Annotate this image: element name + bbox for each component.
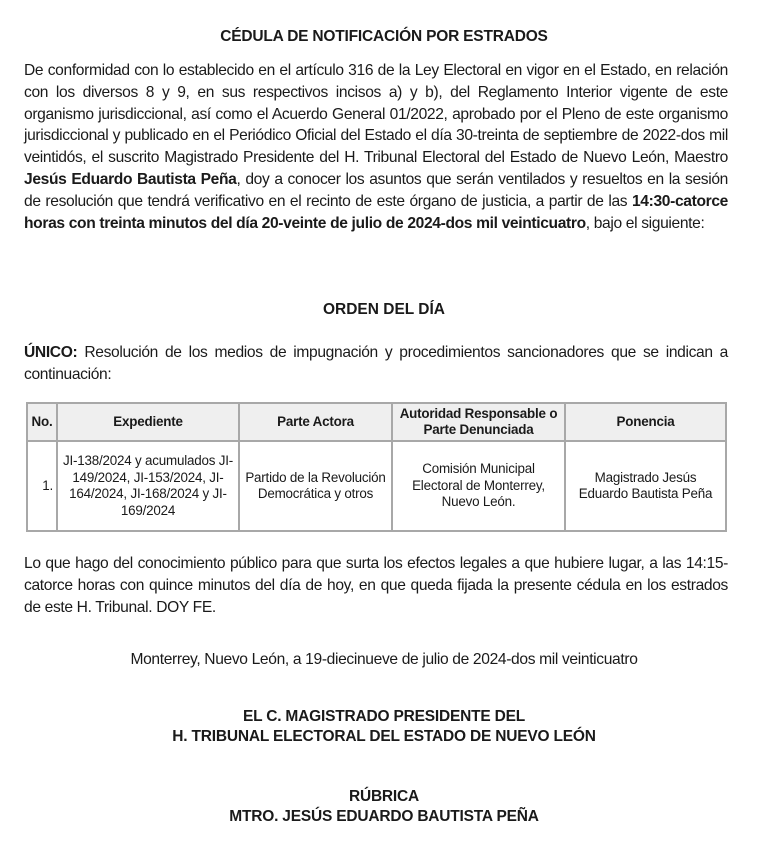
header-ponencia: Ponencia — [565, 403, 726, 441]
signer-name: MTRO. JESÚS EDUARDO BAUTISTA PEÑA — [229, 808, 539, 825]
magistrate-name: Jesús Eduardo Bautista Peña — [24, 170, 237, 188]
intro-text-3: , bajo el siguiente: — [585, 214, 705, 232]
signature-title-line2: H. TRIBUNAL ELECTORAL DEL ESTADO DE NUEVO LEÓN — [172, 728, 596, 745]
header-parte-actora: Parte Actora — [239, 403, 392, 441]
cell-no: 1. — [27, 441, 57, 531]
agenda-heading: ORDEN DEL DÍA — [322, 301, 445, 318]
closing-paragraph: Lo que hago del conocimiento público para que surta los efectos legales a que hubiere lugar, a las 14:15-catorce horas con quince minutos del día de hoy, en que queda fijada la presente cédula en los estrados de este H. Tribunal. DOY FE. — [24, 555, 728, 616]
intro-paragraph — [24, 60, 728, 234]
unico-label: ÚNICO: — [24, 344, 78, 361]
cell-parte-actora: Partido de la Revolución Democrática y otros — [239, 441, 392, 531]
signature-title — [0, 707, 768, 747]
table-row — [27, 441, 726, 531]
signature-block — [0, 787, 768, 827]
table-header-row — [27, 403, 726, 441]
agenda-table — [26, 402, 727, 532]
header-expediente: Expediente — [57, 403, 239, 441]
intro-text-2: , doy a conocer los asuntos que serán ventilados y resueltos en la sesión de resolución que tendrá verificativo en el recinto de este órgano de justicia, a partir de las — [24, 170, 728, 210]
intro-text-1: De conformidad con lo establecido en el artículo 316 de la Ley Electoral en vigor en el Estado, en relación con los diversos 8 y 9, en sus respectivos incisos a) y b), del Reglamento Interior vigente de este organismo jurisdiccional, así como el Acuerdo General 01/2022, aprobado por el Pleno de este organismo jurisdiccional y publicado en el Periódico Oficial del Estado el día 30-treinta de septiembre de 2022-dos mil veintidós, el suscrito Magistrado Presidente del H. Tribunal Electoral del Estado de Nuevo León, Maestro — [24, 62, 728, 167]
cell-autoridad: Comisión Municipal Electoral de Monterrey, Nuevo León. — [392, 441, 565, 531]
cell-ponencia: Magistrado Jesús Eduardo Bautista Peña — [565, 441, 726, 531]
cell-expediente: JI-138/2024 y acumulados JI-149/2024, JI-153/2024, JI-164/2024, JI-168/2024 y JI-169/2024 — [57, 441, 239, 531]
signature-title-line1: EL C. MAGISTRADO PRESIDENTE DEL — [242, 708, 525, 725]
place-date: Monterrey, Nuevo León, a 19-diecinueve de julio de 2024-dos mil veinticuatro — [130, 651, 638, 668]
rubrica-label: RÚBRICA — [348, 788, 420, 805]
unico-paragraph — [24, 342, 728, 386]
header-no: No. — [27, 403, 57, 441]
unico-text: Resolución de los medios de impugnación y procedimientos sancionadores que se indican a continuación: — [24, 344, 728, 383]
header-autoridad: Autoridad Responsable o Parte Denunciada — [392, 403, 565, 441]
document-title: CÉDULA DE NOTIFICACIÓN POR ESTRADOS — [220, 28, 548, 45]
session-time: 14:30-catorce horas con treinta minutos del día 20-veinte de julio de 2024-dos mil veinticuatro — [24, 192, 728, 232]
